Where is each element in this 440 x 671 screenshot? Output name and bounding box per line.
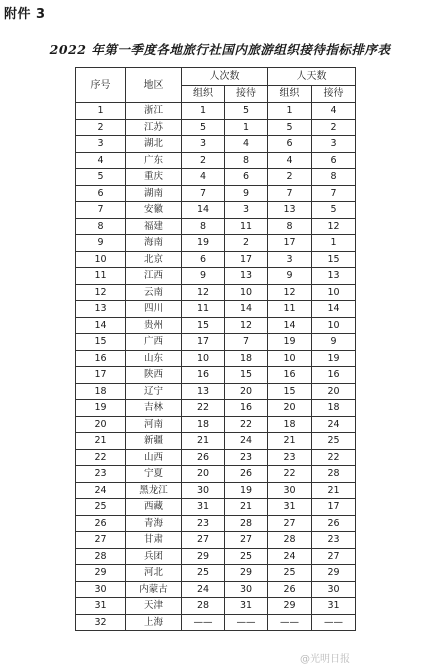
- person-days-organize-cell: 14: [268, 317, 312, 334]
- table-row: [76, 119, 356, 136]
- person-times-receive-cell: 6: [225, 169, 268, 186]
- person-days-receive-cell: 19: [312, 350, 356, 367]
- person-times-receive-cell: 9: [225, 185, 268, 202]
- row-seq-cell: 4: [76, 152, 126, 169]
- person-times-receive-cell: 2: [225, 235, 268, 252]
- person-times-receive-cell: 11: [225, 218, 268, 235]
- person-times-organize-cell: 2: [182, 152, 225, 169]
- row-seq-cell: 18: [76, 383, 126, 400]
- person-days-receive-cell: 18: [312, 400, 356, 417]
- person-days-organize-cell: 18: [268, 416, 312, 433]
- row-region-cell: 贵州: [126, 317, 182, 334]
- person-days-receive-cell: 10: [312, 284, 356, 301]
- table-row: [76, 317, 356, 334]
- row-seq-cell: 11: [76, 268, 126, 285]
- row-seq-cell: 32: [76, 614, 126, 631]
- person-times-receive-cell: 10: [225, 284, 268, 301]
- person-days-receive-cell: 14: [312, 301, 356, 318]
- row-region-cell: 安徽: [126, 202, 182, 219]
- table-row: [76, 383, 356, 400]
- person-days-organize-cell: 4: [268, 152, 312, 169]
- table-row: [76, 301, 356, 318]
- person-days-organize-cell: 16: [268, 367, 312, 384]
- person-days-receive-cell: 20: [312, 383, 356, 400]
- person-days-organize-cell: 24: [268, 548, 312, 565]
- row-seq-cell: 29: [76, 565, 126, 582]
- row-region-cell: 四川: [126, 301, 182, 318]
- table-row: [76, 565, 356, 582]
- row-region-cell: 广西: [126, 334, 182, 351]
- row-seq-cell: 14: [76, 317, 126, 334]
- person-days-receive-cell: 22: [312, 449, 356, 466]
- person-times-receive-cell: 7: [225, 334, 268, 351]
- person-days-receive-cell: 17: [312, 499, 356, 516]
- row-region-cell: 浙江: [126, 103, 182, 120]
- person-times-organize-cell: 12: [182, 284, 225, 301]
- person-days-receive-cell: 30: [312, 581, 356, 598]
- header-person-times-organize: 组织: [182, 86, 225, 103]
- row-seq-cell: 20: [76, 416, 126, 433]
- row-seq-cell: 12: [76, 284, 126, 301]
- row-seq-cell: 26: [76, 515, 126, 532]
- table-row: [76, 482, 356, 499]
- person-times-organize-cell: 23: [182, 515, 225, 532]
- row-region-cell: 新疆: [126, 433, 182, 450]
- person-times-receive-cell: 24: [225, 433, 268, 450]
- person-times-organize-cell: 29: [182, 548, 225, 565]
- person-times-receive-cell: 3: [225, 202, 268, 219]
- row-region-cell: 山东: [126, 350, 182, 367]
- row-seq-cell: 22: [76, 449, 126, 466]
- row-seq-cell: 13: [76, 301, 126, 318]
- person-days-receive-cell: 13: [312, 268, 356, 285]
- person-days-receive-cell: 16: [312, 367, 356, 384]
- person-days-receive-cell: 15: [312, 251, 356, 268]
- person-times-receive-cell: 12: [225, 317, 268, 334]
- person-times-organize-cell: 15: [182, 317, 225, 334]
- row-region-cell: 山西: [126, 449, 182, 466]
- person-times-organize-cell: 3: [182, 136, 225, 153]
- table-row: [76, 598, 356, 615]
- row-seq-cell: 16: [76, 350, 126, 367]
- person-times-receive-cell: 26: [225, 466, 268, 483]
- table-row: [76, 284, 356, 301]
- person-days-organize-cell: ——: [268, 614, 312, 631]
- person-times-receive-cell: 30: [225, 581, 268, 598]
- person-times-organize-cell: 6: [182, 251, 225, 268]
- table-row: [76, 532, 356, 549]
- row-region-cell: 江苏: [126, 119, 182, 136]
- row-seq-cell: 5: [76, 169, 126, 186]
- table-row: [76, 136, 356, 153]
- table-row: [76, 268, 356, 285]
- person-days-organize-cell: 1: [268, 103, 312, 120]
- table-row: [76, 202, 356, 219]
- person-times-receive-cell: 14: [225, 301, 268, 318]
- table-row: [76, 334, 356, 351]
- person-times-receive-cell: 8: [225, 152, 268, 169]
- person-times-organize-cell: 28: [182, 598, 225, 615]
- person-times-organize-cell: 5: [182, 119, 225, 136]
- person-times-receive-cell: 17: [225, 251, 268, 268]
- person-times-organize-cell: 26: [182, 449, 225, 466]
- header-person-days-receive: 接待: [312, 86, 356, 103]
- person-times-receive-cell: 21: [225, 499, 268, 516]
- row-region-cell: 青海: [126, 515, 182, 532]
- person-days-receive-cell: 5: [312, 202, 356, 219]
- row-region-cell: 兵团: [126, 548, 182, 565]
- person-times-receive-cell: ——: [225, 614, 268, 631]
- person-days-organize-cell: 10: [268, 350, 312, 367]
- row-seq-cell: 1: [76, 103, 126, 120]
- person-days-organize-cell: 9: [268, 268, 312, 285]
- person-days-organize-cell: 11: [268, 301, 312, 318]
- person-days-receive-cell: 9: [312, 334, 356, 351]
- header-region: 地区: [126, 68, 182, 103]
- person-days-organize-cell: 15: [268, 383, 312, 400]
- table-row: [76, 449, 356, 466]
- person-times-receive-cell: 19: [225, 482, 268, 499]
- ranking-table-body: [76, 103, 356, 631]
- row-seq-cell: 8: [76, 218, 126, 235]
- person-days-receive-cell: 6: [312, 152, 356, 169]
- row-seq-cell: 21: [76, 433, 126, 450]
- row-region-cell: 吉林: [126, 400, 182, 417]
- person-days-receive-cell: 4: [312, 103, 356, 120]
- person-days-receive-cell: 29: [312, 565, 356, 582]
- ranking-table: [75, 67, 356, 631]
- person-times-receive-cell: 22: [225, 416, 268, 433]
- row-region-cell: 湖南: [126, 185, 182, 202]
- person-times-receive-cell: 28: [225, 515, 268, 532]
- table-row: [76, 235, 356, 252]
- person-days-receive-cell: 26: [312, 515, 356, 532]
- person-days-organize-cell: 19: [268, 334, 312, 351]
- person-days-receive-cell: 1: [312, 235, 356, 252]
- person-days-organize-cell: 23: [268, 449, 312, 466]
- watermark: @光明日报: [300, 654, 350, 665]
- row-region-cell: 辽宁: [126, 383, 182, 400]
- person-days-receive-cell: 24: [312, 416, 356, 433]
- person-days-organize-cell: 22: [268, 466, 312, 483]
- row-region-cell: 上海: [126, 614, 182, 631]
- person-times-organize-cell: 18: [182, 416, 225, 433]
- person-times-organize-cell: 8: [182, 218, 225, 235]
- person-days-organize-cell: 30: [268, 482, 312, 499]
- row-region-cell: 甘肃: [126, 532, 182, 549]
- row-seq-cell: 24: [76, 482, 126, 499]
- header-seq: 序号: [76, 68, 126, 103]
- person-times-organize-cell: 22: [182, 400, 225, 417]
- person-days-organize-cell: 5: [268, 119, 312, 136]
- person-days-receive-cell: 3: [312, 136, 356, 153]
- person-days-receive-cell: 25: [312, 433, 356, 450]
- table-row: [76, 185, 356, 202]
- row-region-cell: 黑龙江: [126, 482, 182, 499]
- person-times-organize-cell: 9: [182, 268, 225, 285]
- table-row: [76, 416, 356, 433]
- person-times-organize-cell: 20: [182, 466, 225, 483]
- person-times-receive-cell: 23: [225, 449, 268, 466]
- person-times-organize-cell: 10: [182, 350, 225, 367]
- row-seq-cell: 19: [76, 400, 126, 417]
- row-seq-cell: 31: [76, 598, 126, 615]
- table-row: [76, 218, 356, 235]
- person-days-receive-cell: 21: [312, 482, 356, 499]
- person-times-organize-cell: 16: [182, 367, 225, 384]
- person-days-receive-cell: 8: [312, 169, 356, 186]
- row-seq-cell: 27: [76, 532, 126, 549]
- person-times-organize-cell: 30: [182, 482, 225, 499]
- person-times-organize-cell: 31: [182, 499, 225, 516]
- person-times-organize-cell: 11: [182, 301, 225, 318]
- table-row: [76, 251, 356, 268]
- person-times-receive-cell: 16: [225, 400, 268, 417]
- person-times-organize-cell: 14: [182, 202, 225, 219]
- row-seq-cell: 6: [76, 185, 126, 202]
- row-region-cell: 海南: [126, 235, 182, 252]
- row-seq-cell: 3: [76, 136, 126, 153]
- person-times-organize-cell: 7: [182, 185, 225, 202]
- person-days-organize-cell: 20: [268, 400, 312, 417]
- row-region-cell: 天津: [126, 598, 182, 615]
- person-days-organize-cell: 12: [268, 284, 312, 301]
- person-days-organize-cell: 26: [268, 581, 312, 598]
- person-times-organize-cell: 27: [182, 532, 225, 549]
- person-times-receive-cell: 25: [225, 548, 268, 565]
- header-person-days: 人天数: [268, 68, 356, 86]
- row-region-cell: 广东: [126, 152, 182, 169]
- row-region-cell: 云南: [126, 284, 182, 301]
- person-days-organize-cell: 6: [268, 136, 312, 153]
- row-seq-cell: 7: [76, 202, 126, 219]
- person-days-organize-cell: 13: [268, 202, 312, 219]
- person-times-organize-cell: 1: [182, 103, 225, 120]
- row-region-cell: 河南: [126, 416, 182, 433]
- person-days-organize-cell: 31: [268, 499, 312, 516]
- person-days-receive-cell: ——: [312, 614, 356, 631]
- person-times-organize-cell: 25: [182, 565, 225, 582]
- table-row: [76, 367, 356, 384]
- row-region-cell: 内蒙古: [126, 581, 182, 598]
- table-row: [76, 548, 356, 565]
- person-times-organize-cell: 21: [182, 433, 225, 450]
- row-seq-cell: 15: [76, 334, 126, 351]
- table-row: [76, 169, 356, 186]
- person-days-receive-cell: 27: [312, 548, 356, 565]
- row-seq-cell: 17: [76, 367, 126, 384]
- person-times-receive-cell: 29: [225, 565, 268, 582]
- header-row-1: [76, 68, 356, 86]
- person-days-receive-cell: 23: [312, 532, 356, 549]
- table-row: [76, 466, 356, 483]
- header-person-times: 人次数: [182, 68, 268, 86]
- person-times-receive-cell: 18: [225, 350, 268, 367]
- table-row: [76, 152, 356, 169]
- person-days-organize-cell: 21: [268, 433, 312, 450]
- row-seq-cell: 23: [76, 466, 126, 483]
- person-days-organize-cell: 2: [268, 169, 312, 186]
- person-times-receive-cell: 5: [225, 103, 268, 120]
- person-times-receive-cell: 4: [225, 136, 268, 153]
- row-region-cell: 西藏: [126, 499, 182, 516]
- person-times-organize-cell: 13: [182, 383, 225, 400]
- table-row: [76, 581, 356, 598]
- person-days-receive-cell: 31: [312, 598, 356, 615]
- row-region-cell: 陕西: [126, 367, 182, 384]
- person-days-receive-cell: 2: [312, 119, 356, 136]
- person-times-receive-cell: 13: [225, 268, 268, 285]
- person-times-receive-cell: 20: [225, 383, 268, 400]
- header-person-days-organize: 组织: [268, 86, 312, 103]
- person-days-organize-cell: 25: [268, 565, 312, 582]
- person-days-organize-cell: 27: [268, 515, 312, 532]
- person-days-receive-cell: 12: [312, 218, 356, 235]
- row-region-cell: 宁夏: [126, 466, 182, 483]
- table-row: [76, 433, 356, 450]
- person-times-organize-cell: ——: [182, 614, 225, 631]
- person-days-receive-cell: 10: [312, 317, 356, 334]
- person-times-receive-cell: 1: [225, 119, 268, 136]
- person-days-organize-cell: 3: [268, 251, 312, 268]
- table-row: [76, 614, 356, 631]
- table-row: [76, 400, 356, 417]
- table-row: [76, 499, 356, 516]
- person-times-organize-cell: 17: [182, 334, 225, 351]
- row-region-cell: 湖北: [126, 136, 182, 153]
- person-times-receive-cell: 31: [225, 598, 268, 615]
- row-region-cell: 福建: [126, 218, 182, 235]
- person-days-organize-cell: 17: [268, 235, 312, 252]
- annex-label: 附件 3: [4, 7, 46, 22]
- header-person-times-receive: 接待: [225, 86, 268, 103]
- person-days-organize-cell: 29: [268, 598, 312, 615]
- table-row: [76, 515, 356, 532]
- person-times-receive-cell: 15: [225, 367, 268, 384]
- row-seq-cell: 25: [76, 499, 126, 516]
- table-row: [76, 103, 356, 120]
- person-days-receive-cell: 7: [312, 185, 356, 202]
- person-times-organize-cell: 4: [182, 169, 225, 186]
- person-days-organize-cell: 28: [268, 532, 312, 549]
- row-region-cell: 江西: [126, 268, 182, 285]
- row-region-cell: 重庆: [126, 169, 182, 186]
- row-seq-cell: 9: [76, 235, 126, 252]
- person-times-receive-cell: 27: [225, 532, 268, 549]
- person-days-receive-cell: 28: [312, 466, 356, 483]
- row-seq-cell: 28: [76, 548, 126, 565]
- row-region-cell: 河北: [126, 565, 182, 582]
- person-times-organize-cell: 19: [182, 235, 225, 252]
- person-days-organize-cell: 7: [268, 185, 312, 202]
- row-region-cell: 北京: [126, 251, 182, 268]
- table-row: [76, 350, 356, 367]
- person-days-organize-cell: 8: [268, 218, 312, 235]
- row-seq-cell: 2: [76, 119, 126, 136]
- row-seq-cell: 30: [76, 581, 126, 598]
- person-times-organize-cell: 24: [182, 581, 225, 598]
- row-seq-cell: 10: [76, 251, 126, 268]
- page-title: 2022 年第一季度各地旅行社国内旅游组织接待指标排序表: [49, 42, 391, 57]
